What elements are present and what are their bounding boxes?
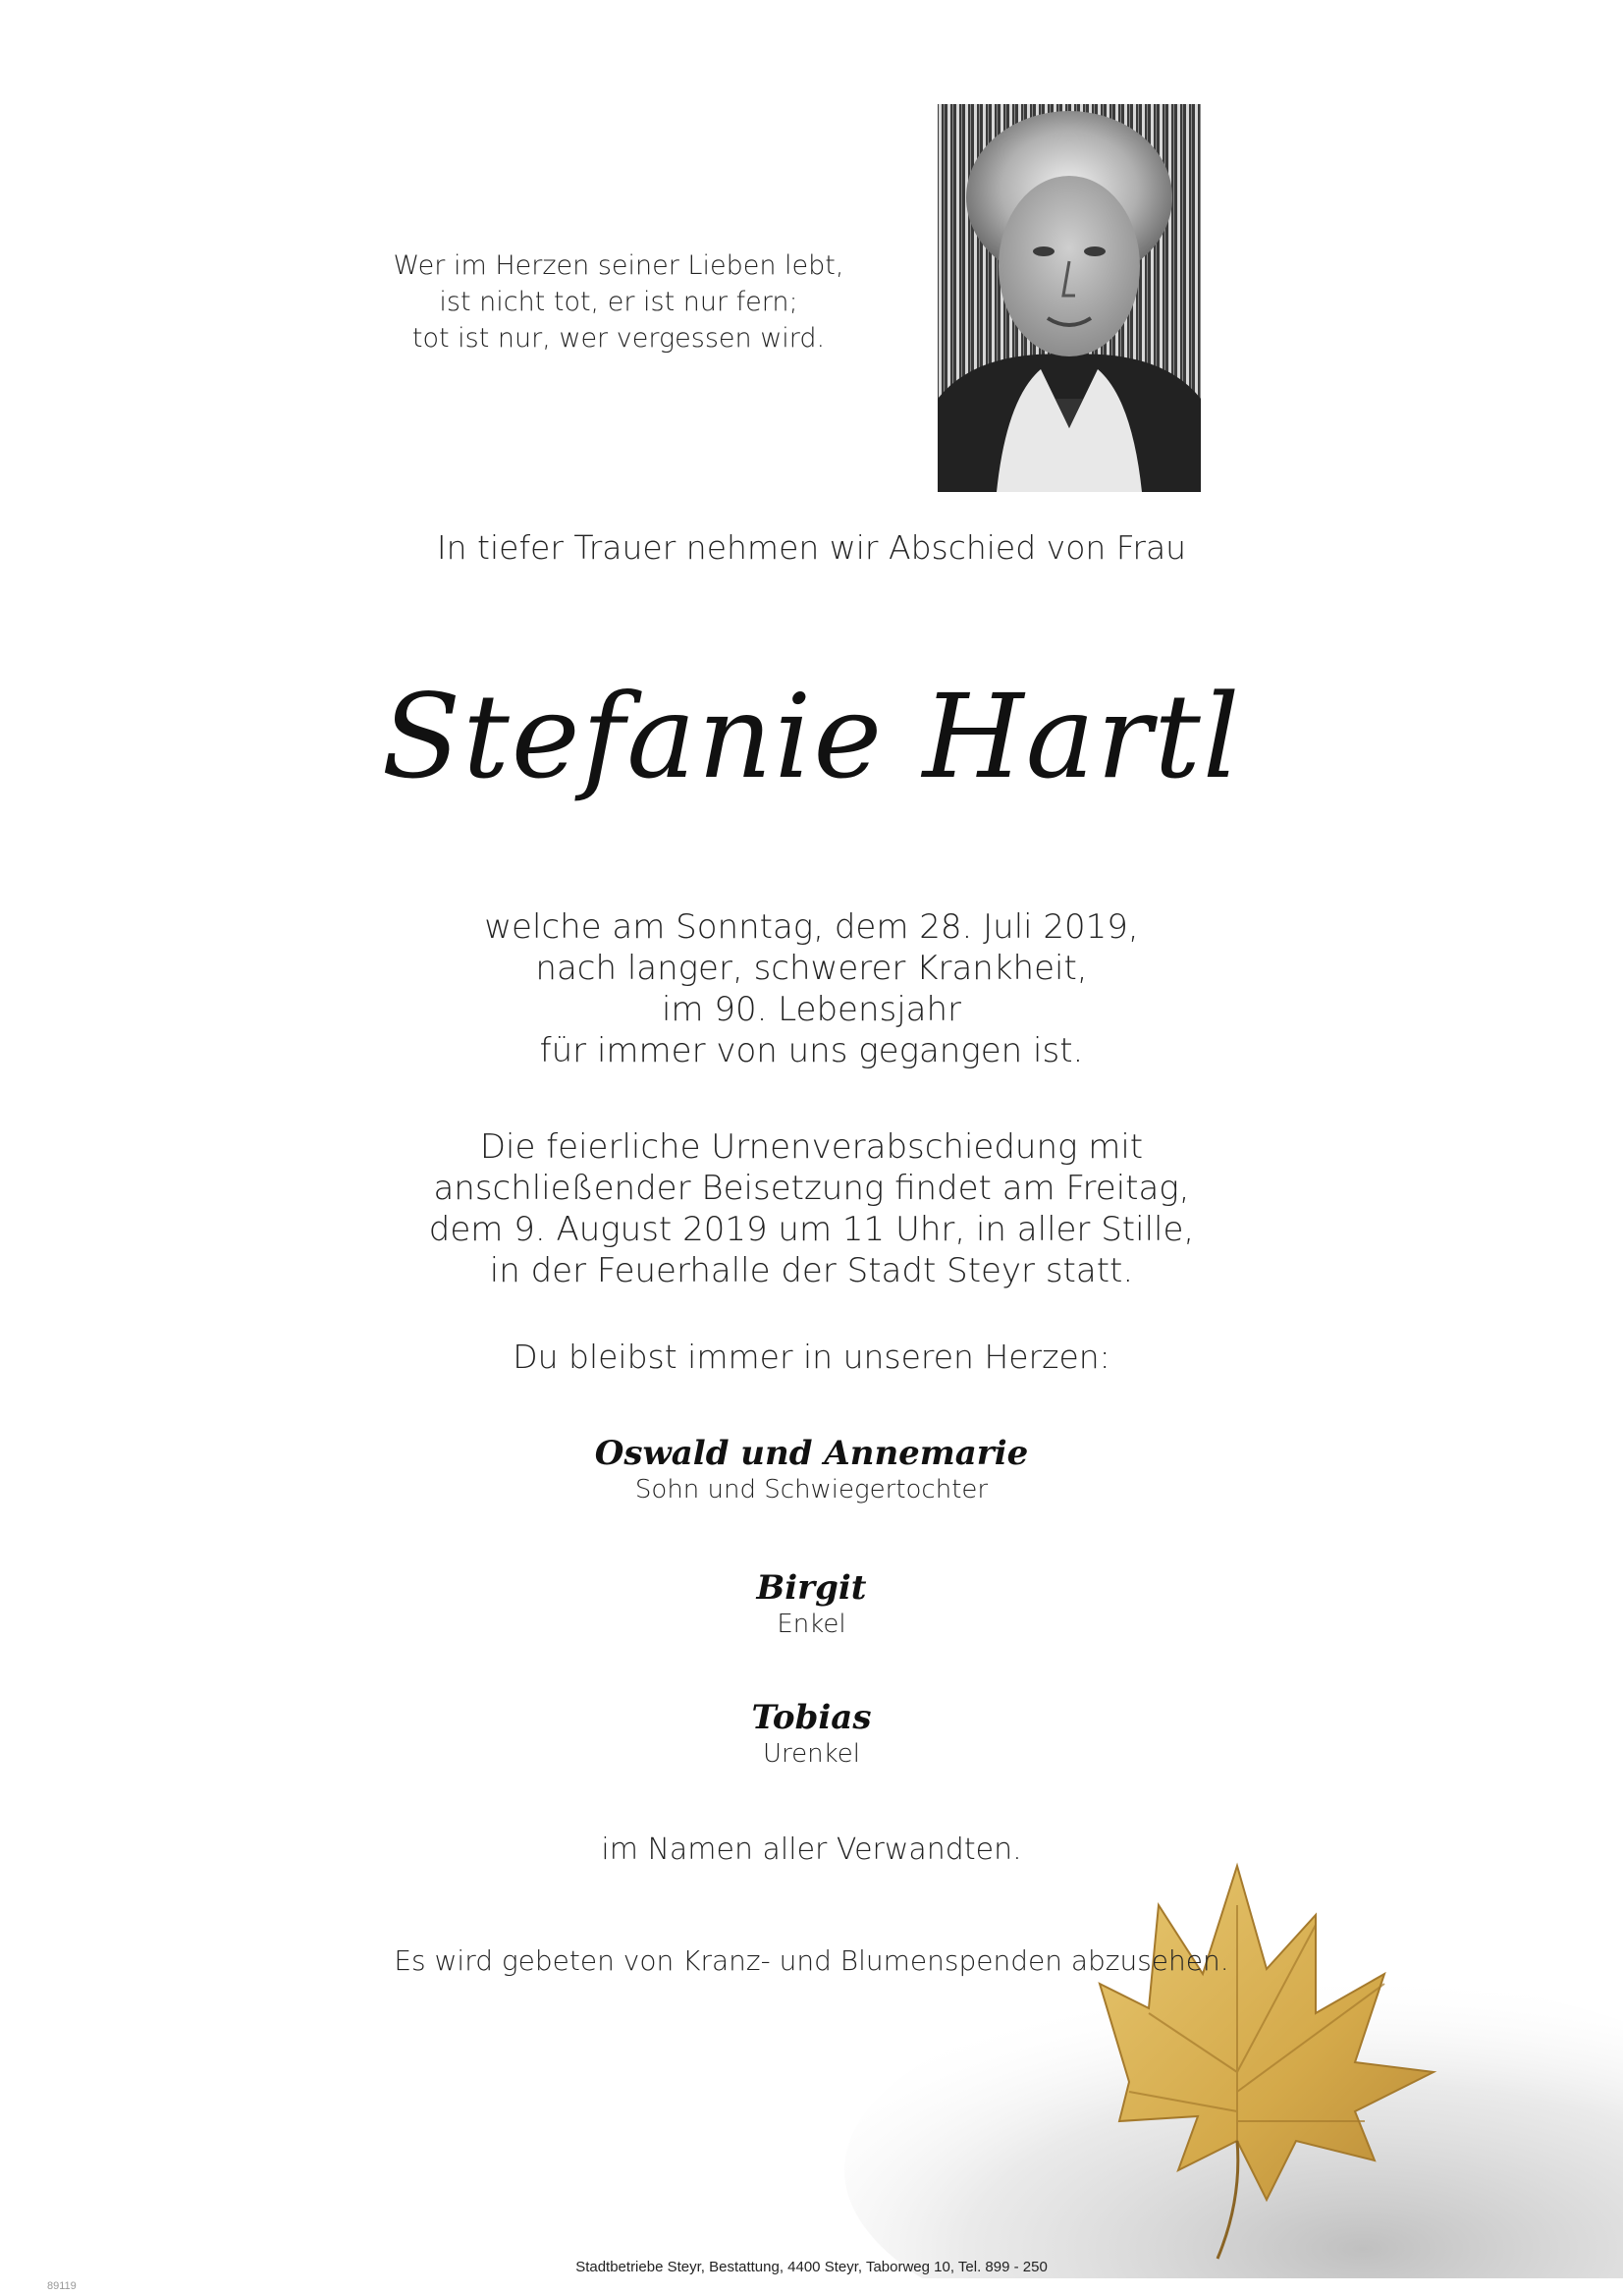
portrait-photo <box>938 104 1201 492</box>
names-of-line: im Namen aller Verwandten. <box>601 1832 1022 1867</box>
ceremony-line: in der Feuerhalle der Stadt Steyr statt. <box>489 1251 1134 1290</box>
death-notice <box>0 906 1623 1071</box>
ceremony-line: dem 9. August 2019 um 11 Uhr, in aller Stille, <box>428 1210 1195 1249</box>
portrait-image <box>938 104 1201 492</box>
death-line: welche am Sonntag, dem 28. Juli 2019, <box>484 907 1139 947</box>
heart-line: Du bleibst immer in unseren Herzen: <box>513 1338 1110 1376</box>
maple-leaf-icon <box>805 1846 1623 2278</box>
mourner-entry <box>0 1434 1623 1506</box>
mourner-role: Urenkel <box>763 1739 860 1769</box>
ceremony-line: Die feierliche Urnenverabschiedung mit <box>479 1127 1144 1167</box>
mourner-entry <box>0 1698 1623 1771</box>
wreath-note: Es wird gebeten von Kranz- und Blumenspenden abzusehen. <box>394 1944 1229 1977</box>
quote-line: ist nicht tot, er ist nur fern; <box>439 287 798 317</box>
mourner-name: Tobias <box>751 1698 872 1737</box>
document-code: 89119 <box>47 2280 77 2292</box>
death-line: für immer von uns gegangen ist. <box>539 1031 1084 1070</box>
mourner-name: Oswald und Annemarie <box>594 1434 1029 1473</box>
death-line: nach langer, schwerer Krankheit, <box>535 949 1088 988</box>
quote-line: tot ist nur, wer vergessen wird. <box>411 323 826 354</box>
mourner-name: Birgit <box>756 1568 867 1608</box>
ceremony-notice <box>0 1126 1623 1291</box>
death-line: im 90. Lebensjahr <box>661 990 962 1029</box>
quote-line: Wer im Herzen seiner Lieben lebt, <box>393 250 844 281</box>
deceased-name: Stefanie Hartl <box>381 669 1242 804</box>
mourner-entry <box>0 1568 1623 1641</box>
mourner-role: Sohn und Schwiegertochter <box>634 1475 989 1504</box>
mourner-role: Enkel <box>777 1610 846 1639</box>
footer-address: Stadtbetriebe Steyr, Bestattung, 4400 Steyr, Taborweg 10, Tel. 899 - 250 <box>575 2259 1048 2275</box>
intro-line: In tiefer Trauer nehmen wir Abschied von Frau <box>436 528 1187 567</box>
ceremony-line: anschließender Beisetzung findet am Freitag, <box>433 1169 1190 1208</box>
quote-block <box>373 247 864 356</box>
